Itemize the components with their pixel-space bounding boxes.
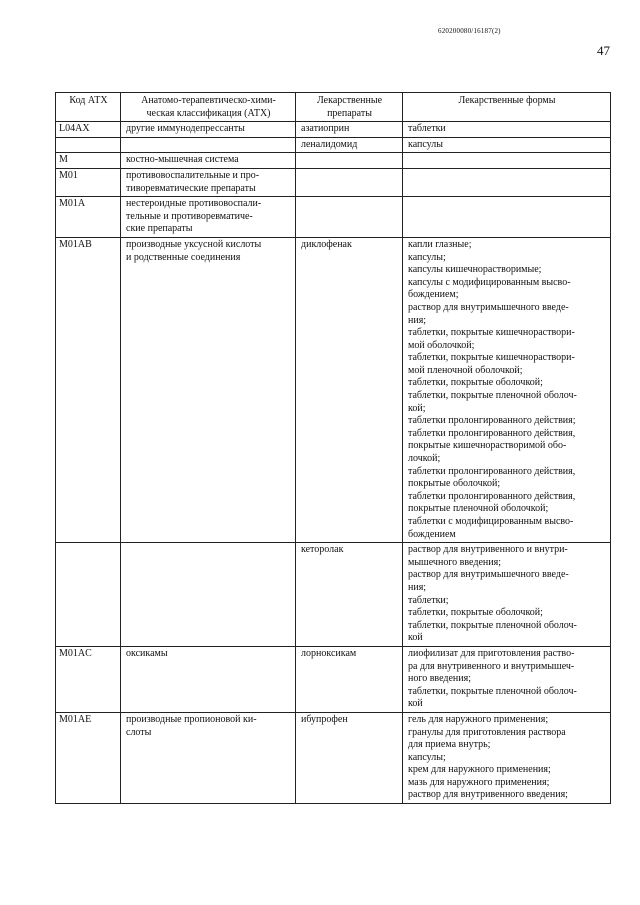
- header-atx-code: [56, 93, 121, 122]
- table-row: [56, 646, 611, 712]
- cell-line: таблетки, покрытые кишечнораствори-: [408, 327, 575, 339]
- atx-code-cell: [56, 543, 121, 647]
- atx-class-cell: [121, 543, 296, 647]
- atx-code-cell: [56, 122, 121, 138]
- dosage-forms-cell: [403, 237, 611, 542]
- cell-line: ния;: [408, 581, 427, 593]
- atx-table: [55, 92, 611, 804]
- cell-line: M: [59, 154, 68, 166]
- drug-cell: [296, 197, 403, 238]
- cell-line: M01A: [59, 198, 86, 210]
- cell-line: ибупрофен: [301, 713, 348, 725]
- cell-line: для приема внутрь;: [408, 739, 491, 751]
- table-row: [56, 543, 611, 647]
- header-atx-classification: [121, 93, 296, 122]
- cell-line: леналидомид: [301, 138, 358, 150]
- cell-line: покрытые пленочной оболочкой;: [408, 503, 549, 515]
- cell-line: ческая классификация (АТХ): [146, 107, 271, 119]
- table-row: [56, 122, 611, 138]
- cell-line: ния;: [408, 314, 427, 326]
- dosage-forms-cell: [403, 646, 611, 712]
- atx-code-cell: [56, 153, 121, 169]
- cell-line: гель для наружного применения;: [408, 713, 549, 725]
- table-row: [56, 137, 611, 153]
- cell-line: Код АТХ: [69, 95, 108, 106]
- dosage-forms-cell: [403, 137, 611, 153]
- cell-line: Анатомо-терапевтическо-хими-: [141, 95, 276, 106]
- cell-line: лочкой;: [408, 453, 441, 465]
- cell-line: Лекарственные формы: [458, 95, 556, 106]
- cell-line: M01AB: [59, 238, 92, 250]
- table-row: [56, 153, 611, 169]
- cell-line: таблетки пролонгированного действия,: [408, 427, 576, 439]
- cell-line: покрытые оболочкой;: [408, 478, 501, 490]
- cell-line: таблетки пролонгированного действия;: [408, 415, 576, 427]
- page-number: 47: [597, 43, 610, 58]
- cell-line: покрытые кишечнорастворимой обо-: [408, 440, 567, 452]
- cell-line: капли глазные;: [408, 238, 472, 250]
- cell-line: мышечного введения;: [408, 556, 501, 568]
- cell-line: раствор для внутримышечного введе-: [408, 301, 569, 313]
- cell-line: тельные и противоревматиче-: [126, 210, 253, 222]
- atx-code-cell: [56, 237, 121, 542]
- table-row: [56, 237, 611, 542]
- cell-line: противовоспалительные и про-: [126, 169, 260, 181]
- cell-line: M01: [59, 169, 78, 181]
- cell-line: таблетки пролонгированного действия,: [408, 465, 576, 477]
- atx-class-cell: [121, 646, 296, 712]
- dosage-forms-cell: [403, 712, 611, 803]
- cell-line: костно-мышечная система: [126, 154, 239, 166]
- cell-line: таблетки, покрытые оболочкой;: [408, 607, 543, 619]
- cell-line: нестероидные противовоспали-: [126, 198, 262, 210]
- cell-line: диклофенак: [301, 238, 352, 250]
- cell-line: кеторолак: [301, 544, 344, 556]
- drug-cell: [296, 168, 403, 196]
- cell-line: и родственные соединения: [126, 251, 241, 263]
- cell-line: капсулы;: [408, 751, 446, 763]
- cell-line: таблетки;: [408, 594, 449, 606]
- cell-line: производные уксусной кислоты: [126, 238, 262, 250]
- drug-cell: [296, 543, 403, 647]
- table-row: [56, 168, 611, 196]
- drug-cell: [296, 237, 403, 542]
- cell-line: бождением: [408, 528, 456, 540]
- cell-line: таблетки, покрытые пленочной оболоч-: [408, 619, 577, 631]
- cell-line: ного введения;: [408, 673, 472, 685]
- cell-line: кой: [408, 698, 423, 710]
- table-row: [56, 197, 611, 238]
- atx-code-cell: [56, 646, 121, 712]
- cell-line: капсулы: [408, 138, 443, 150]
- cell-line: раствор для внутривенного и внутри-: [408, 544, 568, 556]
- cell-line: лорноксикам: [301, 647, 357, 659]
- table-body: [56, 122, 611, 804]
- cell-line: лиофилизат для приготовления раство-: [408, 647, 575, 659]
- drug-cell: [296, 646, 403, 712]
- cell-line: L04AX: [59, 123, 90, 135]
- cell-line: препараты: [327, 107, 372, 119]
- dosage-forms-cell: [403, 543, 611, 647]
- cell-line: M01AC: [59, 647, 92, 659]
- cell-line: таблетки: [408, 123, 446, 135]
- atx-class-cell: [121, 712, 296, 803]
- cell-line: таблетки, покрытые оболочкой;: [408, 377, 543, 389]
- header-row: [56, 93, 611, 122]
- cell-line: таблетки пролонгированного действия,: [408, 490, 576, 502]
- atx-class-cell: [121, 122, 296, 138]
- cell-line: другие иммунодепрессанты: [126, 123, 245, 135]
- cell-line: капсулы;: [408, 251, 446, 263]
- cell-line: крем для наружного применения;: [408, 764, 551, 776]
- cell-line: кой;: [408, 402, 426, 414]
- atx-code-cell: [56, 168, 121, 196]
- cell-line: мой оболочкой;: [408, 339, 475, 351]
- dosage-forms-cell: [403, 122, 611, 138]
- cell-line: производные пропионовой ки-: [126, 713, 257, 725]
- dosage-forms-cell: [403, 168, 611, 196]
- cell-line: оксикамы: [126, 647, 168, 659]
- cell-line: азатиоприн: [301, 123, 350, 135]
- drug-cell: [296, 153, 403, 169]
- atx-class-cell: [121, 137, 296, 153]
- table-header: [56, 93, 611, 122]
- cell-line: Лекарственные: [316, 95, 383, 106]
- cell-line: кой: [408, 632, 423, 644]
- cell-line: ские препараты: [126, 223, 193, 235]
- atx-class-cell: [121, 168, 296, 196]
- cell-line: капсулы кишечнорастворимые;: [408, 264, 542, 276]
- drug-cell: [296, 137, 403, 153]
- cell-line: раствор для внутримышечного введе-: [408, 569, 569, 581]
- atx-code-cell: [56, 197, 121, 238]
- atx-class-cell: [121, 153, 296, 169]
- atx-class-cell: [121, 237, 296, 542]
- cell-line: таблетки, покрытые пленочной оболоч-: [408, 685, 577, 697]
- cell-line: таблетки, покрытые кишечнораствори-: [408, 352, 575, 364]
- drug-cell: [296, 712, 403, 803]
- header-dosage-forms: [403, 93, 611, 122]
- cell-line: бождением;: [408, 289, 459, 301]
- document-id: 620200080/16187(2): [438, 27, 501, 35]
- drug-cell: [296, 122, 403, 138]
- cell-line: таблетки с модифицированным высво-: [408, 516, 574, 527]
- header-drugs: [296, 93, 403, 122]
- cell-line: M01AE: [59, 713, 92, 725]
- table-row: [56, 712, 611, 803]
- dosage-forms-cell: [403, 153, 611, 169]
- cell-line: мой пленочной оболочкой;: [408, 364, 523, 376]
- cell-line: тиворевматические препараты: [126, 182, 256, 194]
- cell-line: раствор для внутривенного введения;: [408, 789, 568, 801]
- cell-line: мазь для наружного применения;: [408, 776, 550, 788]
- cell-line: таблетки, покрытые пленочной оболоч-: [408, 390, 577, 402]
- dosage-forms-cell: [403, 197, 611, 238]
- atx-code-cell: [56, 712, 121, 803]
- cell-line: гранулы для приготовления раствора: [408, 726, 566, 738]
- atx-class-cell: [121, 197, 296, 238]
- cell-line: слоты: [126, 726, 152, 738]
- atx-code-cell: [56, 137, 121, 153]
- cell-line: капсулы с модифицированным высво-: [408, 276, 571, 288]
- cell-line: ра для внутривенного и внутримышеч-: [408, 660, 575, 672]
